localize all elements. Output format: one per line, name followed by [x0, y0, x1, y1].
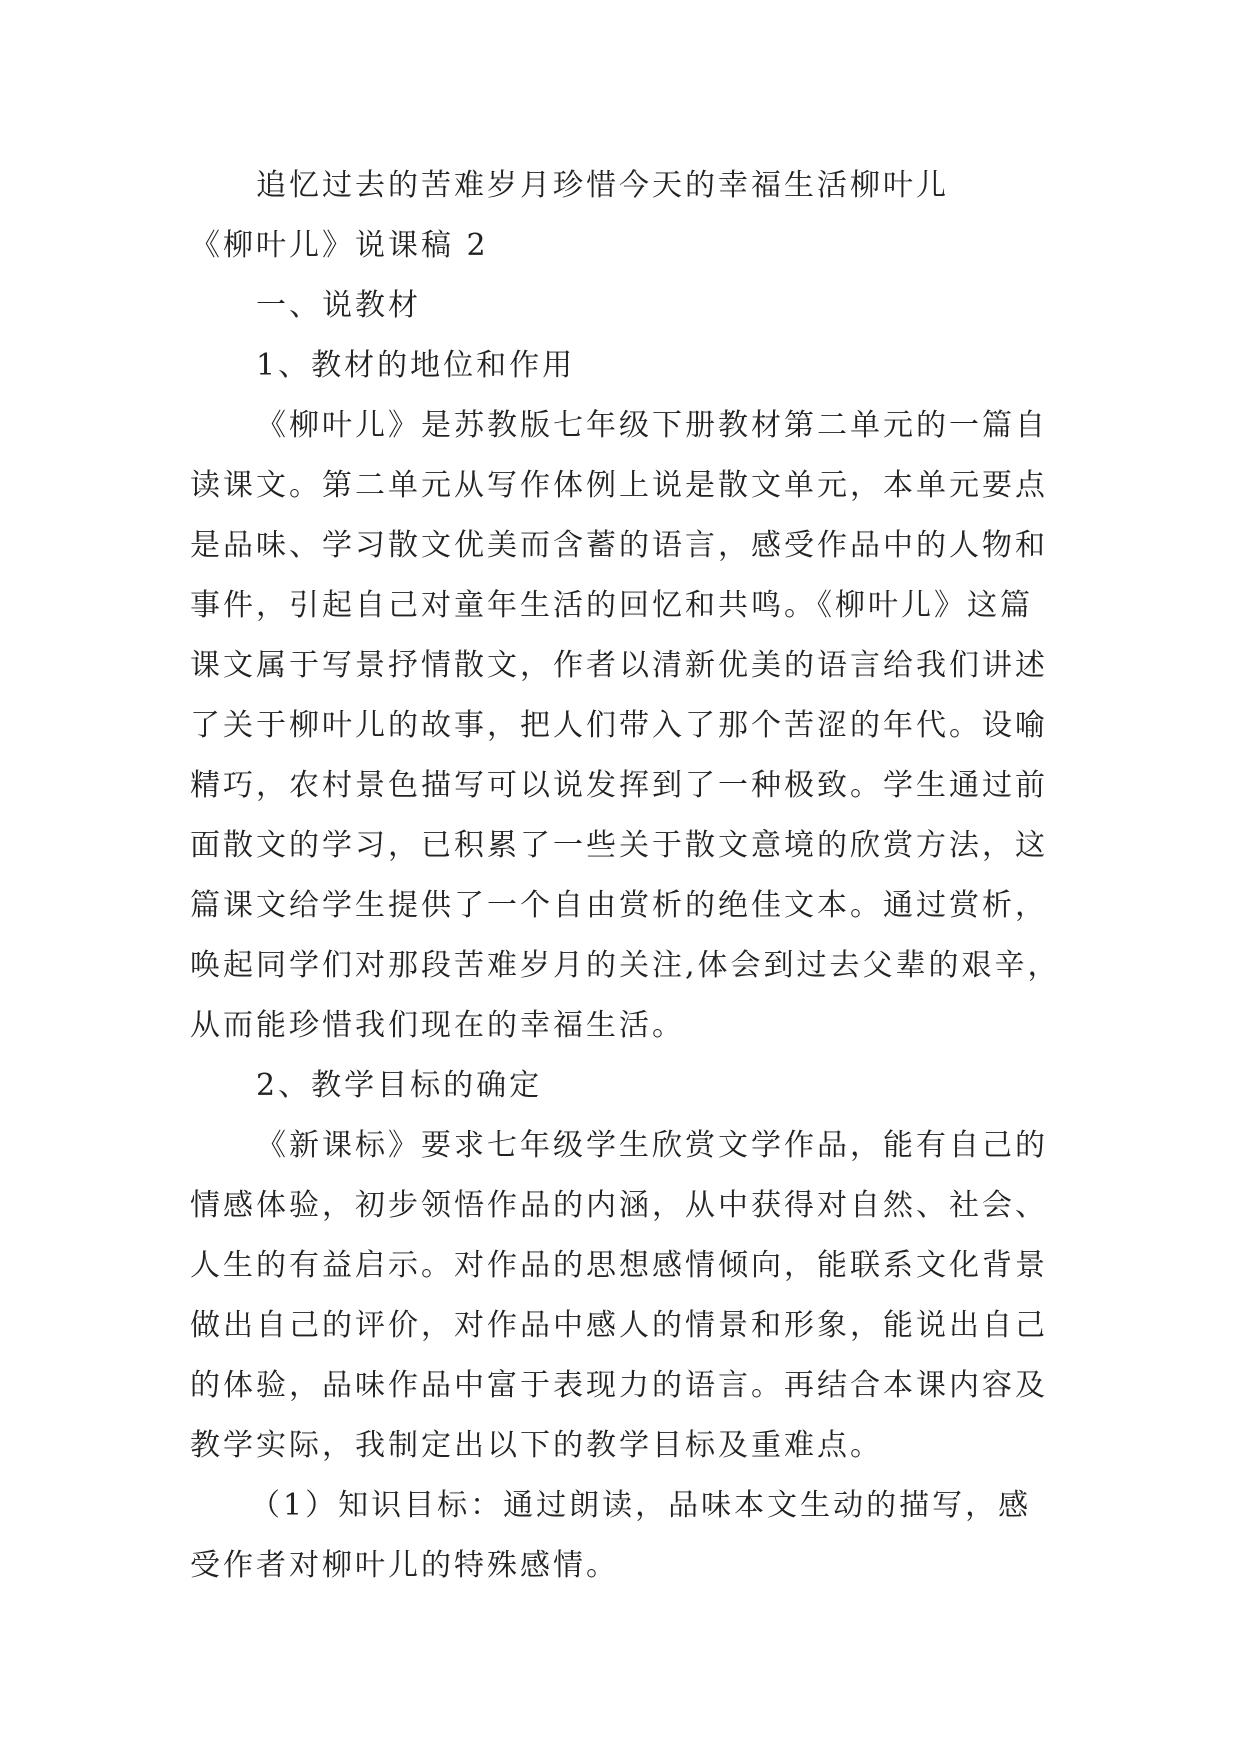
document-line: 情感体验，初步领悟作品的内涵，从中获得对自然、社会、 — [190, 1188, 1048, 1223]
document-line: 面散文的学习，已积累了一些关于散文意境的欣赏方法，这 — [190, 828, 1048, 863]
document-line: 受作者对柳叶儿的特殊感情。 — [190, 1548, 619, 1583]
document-line: 是品味、学习散文优美而含蓄的语言，感受作品中的人物和 — [190, 528, 1048, 563]
document-line: 精巧，农村景色描写可以说发挥到了一种极致。学生通过前 — [190, 768, 1048, 803]
document-line: 从而能珍惜我们现在的幸福生活。 — [190, 1008, 685, 1043]
document-line: 教学实际，我制定出以下的教学目标及重难点。 — [190, 1428, 883, 1463]
document-line: 了关于柳叶儿的故事，把人们带入了那个苦涩的年代。设喻 — [190, 708, 1048, 743]
document-line: 篇课文给学生提供了一个自由赏析的绝佳文本。通过赏析， — [190, 888, 1048, 923]
document-line-subtitle: 《柳叶儿》说课稿 2 — [190, 228, 489, 263]
document-line-subheading: 2、教学目标的确定 — [256, 1068, 543, 1103]
document-line: 读课文。第二单元从写作体例上说是散文单元，本单元要点 — [190, 468, 1048, 503]
document-line: 做出自己的评价，对作品中感人的情景和形象，能说出自己 — [190, 1308, 1048, 1343]
document-line: 人生的有益启示。对作品的思想感情倾向，能联系文化背景 — [190, 1248, 1048, 1283]
document-line: 唤起同学们对那段苦难岁月的关注,体会到过去父辈的艰辛， — [190, 948, 1061, 983]
document-line: （1）知识目标：通过朗读，品味本文生动的描写，感 — [250, 1488, 1032, 1523]
document-body — [190, 156, 1061, 1596]
document-line: 的体验，品味作品中富于表现力的语言。再结合本课内容及 — [190, 1368, 1048, 1403]
document-line-heading: 一、说教材 — [256, 288, 421, 323]
document-line: 事件，引起自己对童年生活的回忆和共鸣。《柳叶儿》这篇 — [190, 588, 1033, 623]
document-line-subheading: 1、教材的地位和作用 — [256, 348, 576, 383]
document-line: 《新课标》要求七年级学生欣赏文学作品，能有自己的 — [256, 1128, 1048, 1163]
document-line: 《柳叶儿》是苏教版七年级下册教材第二单元的一篇自 — [256, 408, 1048, 443]
document-line-title: 追忆过去的苦难岁月珍惜今天的幸福生活柳叶儿 — [256, 168, 949, 203]
document-line: 课文属于写景抒情散文，作者以清新优美的语言给我们讲述 — [190, 648, 1048, 683]
